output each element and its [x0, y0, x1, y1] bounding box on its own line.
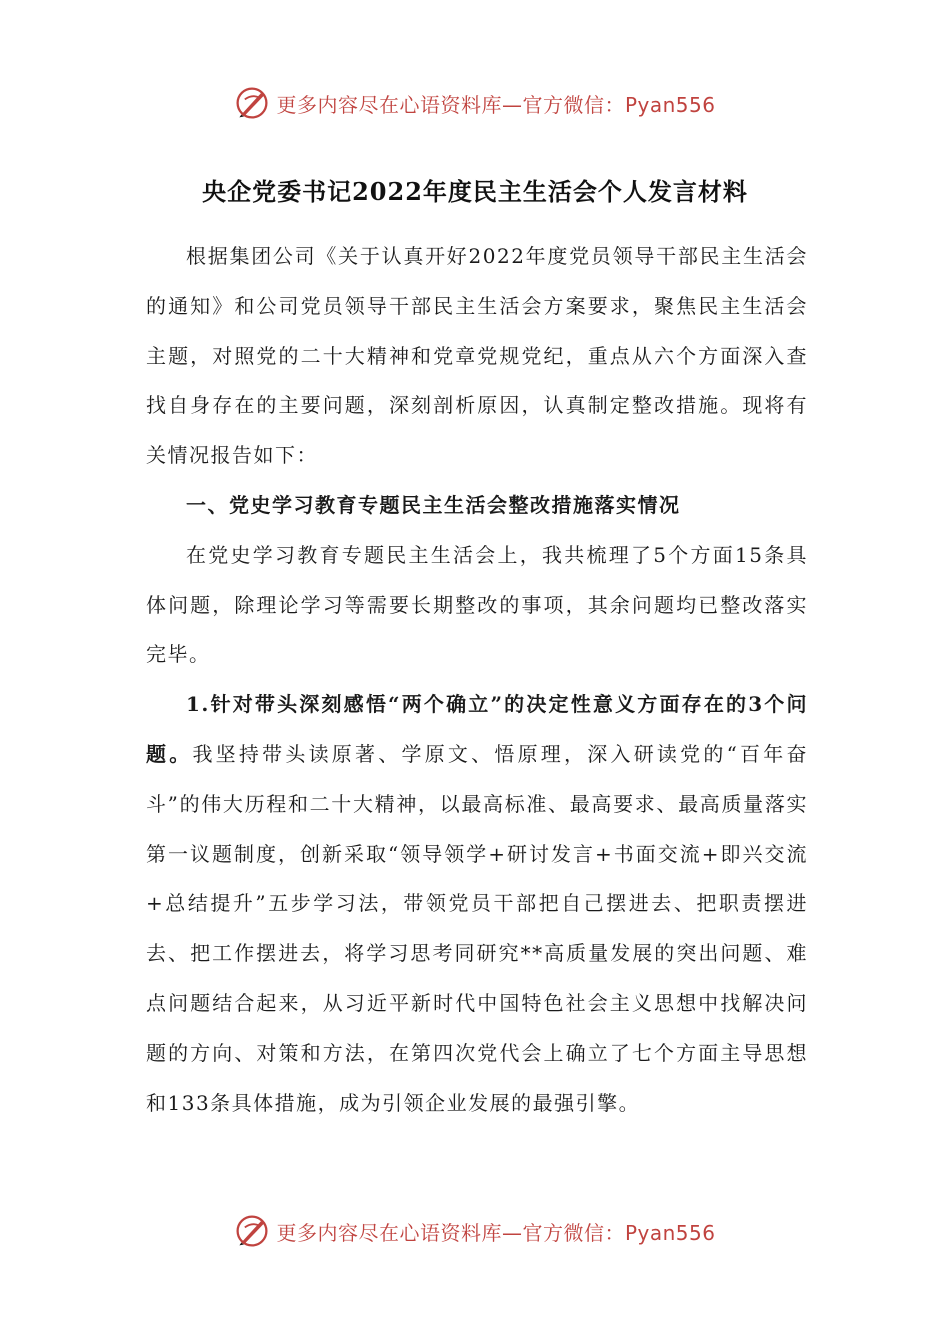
pen-logo-icon	[234, 85, 270, 121]
item-1-lead: 1.针对带头深刻感悟“两个确立”的决定性意义方面存在的3个问题。	[146, 692, 808, 766]
section-1-paragraph: 在党史学习教育专题民主生活会上，我共梳理了5个方面15条具体问题，除理论学习等需要长期整改的事项，其余问题均已整改落实完毕。	[146, 542, 808, 667]
footer-banner-text: 更多内容尽在心语资料库—官方微信：Pyan556	[276, 1220, 716, 1245]
document-body	[146, 232, 808, 1128]
document-title: 央企党委书记2022年度民主生活会个人发言材料	[202, 177, 748, 206]
intro-paragraph: 根据集团公司《关于认真开好2022年度党员领导干部民主生活会的通知》和公司党员领导干部民主生活会方案要求，聚焦民主生活会主题，对照党的二十大精神和党章党规党纪，重点从六个方面深入查找自身存在的主要问题，深刻剖析原因，认真制定整改措施。现将有关情况报告如下：	[146, 244, 808, 468]
header-banner-text: 更多内容尽在心语资料库—官方微信：Pyan556	[276, 92, 716, 117]
footer-banner	[0, 1208, 950, 1254]
section-1-heading: 一、党史学习教育专题民主生活会整改措施落实情况	[186, 492, 681, 517]
pen-logo-icon	[234, 1213, 270, 1249]
item-1-paragraph	[146, 680, 808, 1128]
header-banner	[0, 80, 950, 126]
item-1-text: 我坚持带头读原著、学原文、悟原理，深入研读党的“百年奋斗”的伟大历程和二十大精神，以最高标准、最高要求、最高质量落实第一议题制度，创新采取“领导领学+研讨发言+书面交流+即兴交流+总结提升”五步学习法，带领党员干部把自己摆进去、把职责摆进去、把工作摆进去，将学习思考同研究**高质量发展的突出问题、难点问题结合起来，从习近平新时代中国特色社会主义思想中找解决问题的方向、对策和方法，在第四次党代会上确立了七个方面主导思想和133条具体措施，成为引领企业发展的最强引擎。	[146, 741, 808, 1115]
